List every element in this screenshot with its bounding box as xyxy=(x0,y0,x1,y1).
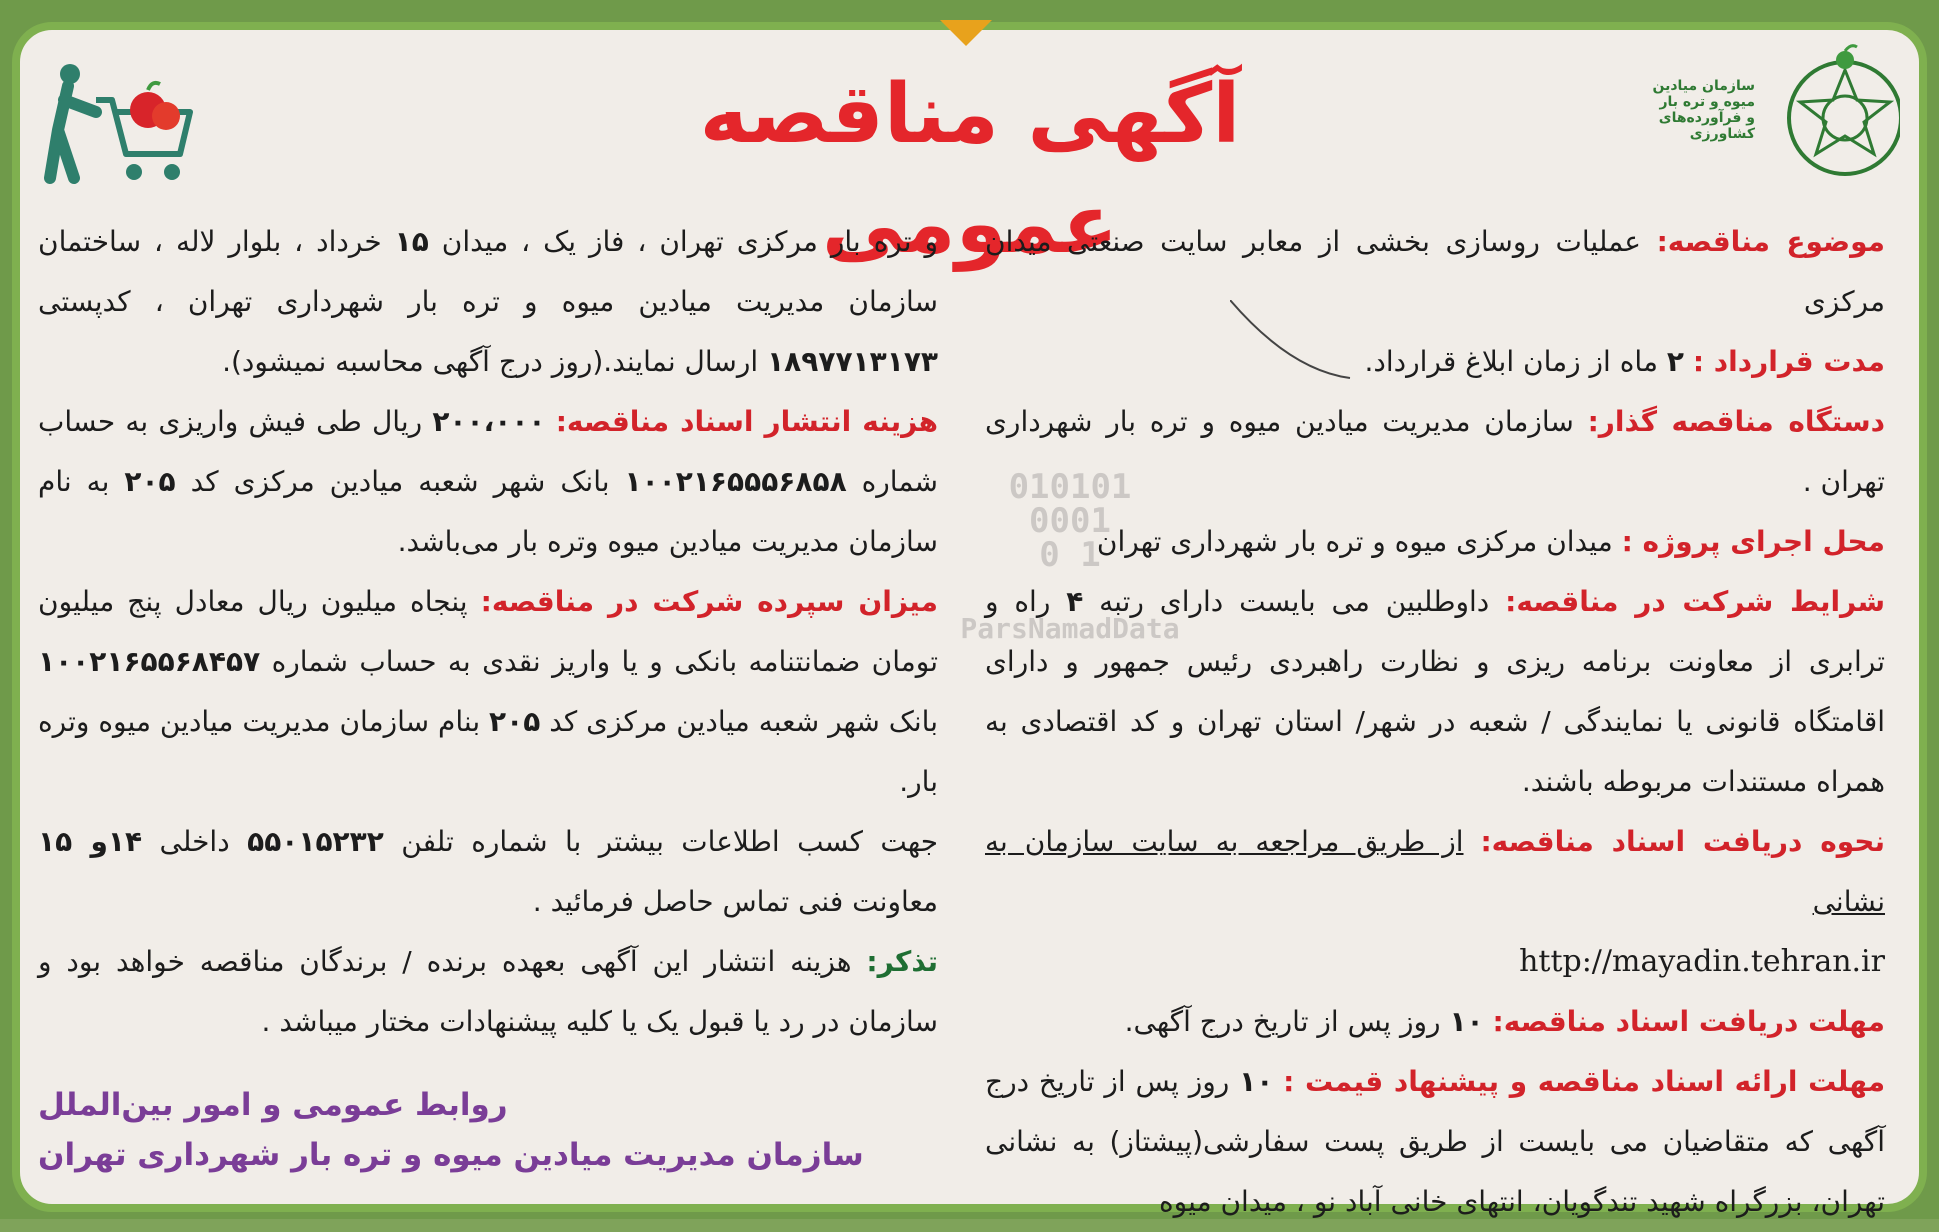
subject-label: موضوع مناقصه: xyxy=(1656,225,1886,258)
tenderer-label: دستگاه مناقصه گذار: xyxy=(1587,405,1885,438)
postal-code: ۱۸۹۷۷۱۳۱۷۳ xyxy=(767,345,938,378)
receive-deadline-label: مهلت دریافت اسناد مناقصه: xyxy=(1492,1005,1885,1038)
address-text: و تره بار مرکزی تهران ، فاز یک ، میدان xyxy=(441,225,939,258)
deposit-branch-code: ۲۰۵ xyxy=(489,705,541,738)
cost-account-number: ۱۰۰۲۱۶۵۵۵۶۸۵۸ xyxy=(624,465,847,498)
cost-branch-code: ۲۰۵ xyxy=(124,465,176,498)
logo-line: سازمان میادین xyxy=(1652,78,1755,94)
organization-logo-text xyxy=(1620,78,1755,142)
conditions-number: ۴ xyxy=(1066,585,1084,618)
address-text-end: ارسال نمایند.(روز درج آگهی محاسبه نمیشود). xyxy=(222,345,759,378)
submit-deadline-number: ۱۰ xyxy=(1239,1065,1274,1098)
footer-line-organization: سازمان مدیریت میادین میوه و تره بار شهرداری تهران xyxy=(38,1137,864,1173)
contact-phone: ۵۵۰۱۵۲۳۲ xyxy=(247,825,384,858)
note-label: تذکر: xyxy=(866,945,939,978)
watermark-digits: 0001 xyxy=(1029,501,1111,541)
conditions-text: داوطلبین می بایست دارای رتبه xyxy=(1099,585,1490,618)
deposit-label: میزان سپرده شرکت در مناقصه: xyxy=(480,585,939,618)
duration-number: ۲ xyxy=(1666,345,1684,378)
address-text-cont: خرداد ، بلوار لاله ، ساختمان سازمان مدیریت میادین میوه و تره بار شهرداری تهران ، کدپستی xyxy=(38,225,938,318)
contact-ext-label: داخلی xyxy=(159,825,230,858)
logo-line: میوه و تره بار xyxy=(1659,94,1755,110)
contact-text-end: معاونت فنی تماس حاصل فرمائید . xyxy=(532,885,938,918)
location-label: محل اجرای پروژه : xyxy=(1621,525,1885,558)
advert-title: آگهی مناقصه عمومی xyxy=(699,67,1241,272)
duration-label: مدت قرارداد : xyxy=(1692,345,1885,378)
receive-deadline-text: روز پس از تاریخ درج آگهی. xyxy=(1124,1005,1441,1038)
cost-text-cont: بانک شهر شعبه میادین مرکزی کد xyxy=(190,465,610,498)
tenderer-text: سازمان مدیریت میادین میوه و تره بار شهرداری تهران . xyxy=(985,405,1885,498)
watermark-digits: 0 1 xyxy=(1039,535,1101,575)
submit-deadline-label: مهلت ارائه اسناد مناقصه و پیشنهاد قیمت : xyxy=(1283,1065,1886,1098)
left-column xyxy=(38,212,938,1052)
subject-text: عملیات روسازی بخشی از معابر سایت صنعتی میدان مرکزی xyxy=(985,225,1885,318)
logo-line: و فرآورده‌های xyxy=(1658,110,1755,126)
deposit-text-end: بنام سازمان مدیریت میادین میوه وتره بار. xyxy=(38,705,938,798)
deposit-account-number: ۱۰۰۲۱۶۵۵۶۸۴۵۷ xyxy=(38,645,261,678)
publisher-signature xyxy=(38,1080,918,1180)
logo-line: کشاورزی xyxy=(1689,126,1755,142)
footer-line-public-relations: روابط عمومی و امور بین‌الملل xyxy=(38,1087,508,1123)
right-column xyxy=(985,212,1885,1232)
location-text: میدان مرکزی میوه و تره بار شهرداری تهران xyxy=(1096,525,1613,558)
note-text: هزینه انتشار این آگهی بعهده برنده / برندگان مناقصه خواهد بود و سازمان در رد یا قبول یک یا کلیه پیشنهادات مختار میباشد . xyxy=(38,945,938,1038)
receive-deadline-number: ۱۰ xyxy=(1449,1005,1484,1038)
deposit-text: پنجاه میلیون ریال معادل پنج میلیون تومان ضمانتنامه بانکی و یا واریز نقدی به حساب شماره xyxy=(38,585,938,678)
watermark-digits: 010101 xyxy=(1008,467,1132,507)
conditions-text-cont: راه و ترابری از معاونت برنامه ریزی و نظارت راهبردی رئیس جمهور و دارای اقامتگاه قانونی یا نمایندگی / شعبه در شهر/ استان تهران و کد اقتصادی به همراه مستندات مربوطه باشند. xyxy=(985,585,1885,798)
contact-text: جهت کسب اطلاعات بیشتر با شماره تلفن xyxy=(401,825,939,858)
address-number: ۱۵ xyxy=(394,225,429,258)
conditions-label: شرایط شرکت در مناقصه: xyxy=(1505,585,1886,618)
cost-text-end: به نام سازمان مدیریت میادین میوه وتره بار می‌باشد. xyxy=(38,465,938,558)
duration-text: ماه از زمان ابلاغ قرارداد. xyxy=(1364,345,1658,378)
website-link[interactable]: http://mayadin.tehran.ir xyxy=(1519,944,1885,979)
watermark-brand: ParsNamadData xyxy=(960,612,1180,645)
shopping-cart-icon xyxy=(40,60,200,190)
cost-label: هزینه انتشار اسناد مناقصه: xyxy=(555,405,938,438)
receive-method-label: نحوه دریافت اسناد مناقصه: xyxy=(1480,825,1885,858)
submit-deadline-text: روز پس از تاریخ درج آگهی که متقاضیان می بایست از طریق پست سفارشی(پیشتاز) به نشانی تهران، بزرگراه شهید تندگویان، انتهای خانی آباد نو ، میدان میوه xyxy=(985,1065,1885,1218)
cost-amount: ۲۰۰،۰۰۰ xyxy=(432,405,546,438)
receive-method-text: از طریق مراجعه به سایت سازمان به نشانی xyxy=(985,825,1885,918)
contact-extensions: ۱۴و ۱۵ xyxy=(38,825,143,858)
top-marker-icon xyxy=(940,20,992,46)
cost-text: ریال طی فیش واریزی به حساب شماره xyxy=(38,405,938,498)
deposit-text-cont: بانک شهر شعبه میادین مرکزی کد xyxy=(549,705,938,738)
